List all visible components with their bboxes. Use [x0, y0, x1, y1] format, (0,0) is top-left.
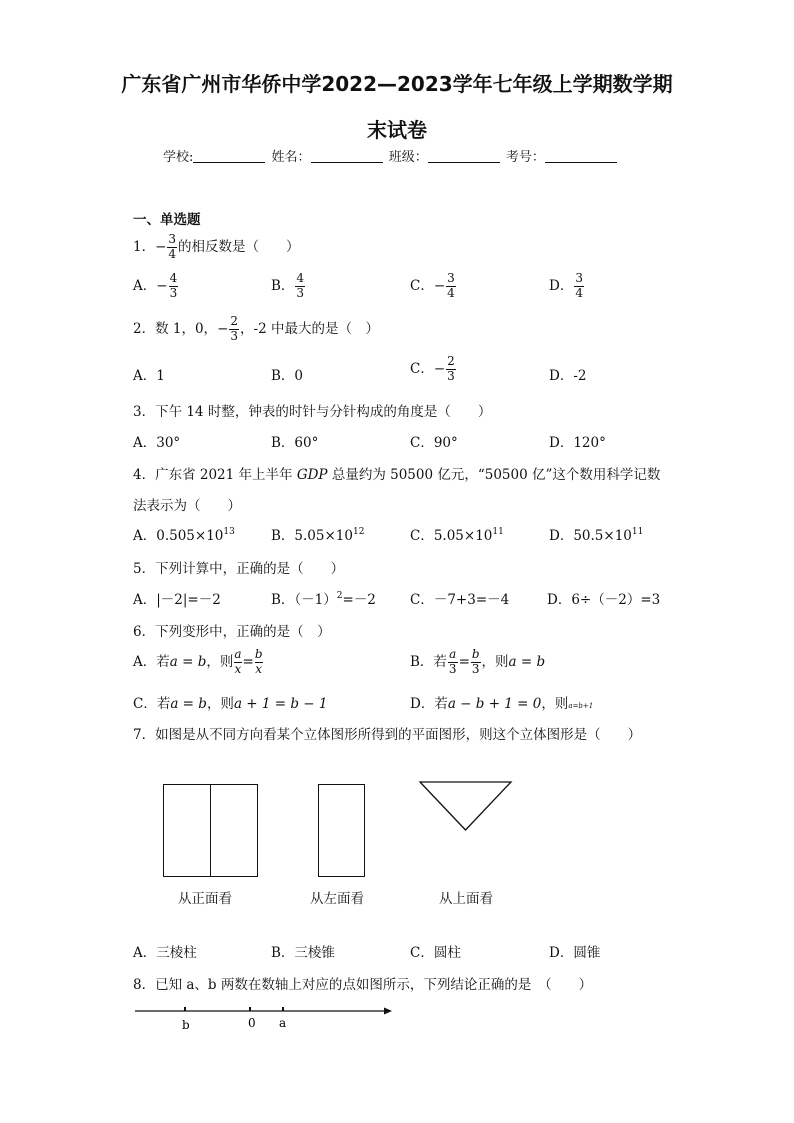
q6-option-a[interactable]	[133, 648, 264, 677]
option-label: D．	[549, 277, 574, 294]
paper-title-line1: 广东省广州市华侨中学2022—2023学年七年级上学期数学期	[121, 72, 673, 96]
option-label: D．若	[410, 696, 448, 712]
option-numerator: a	[449, 647, 457, 661]
q2-stem-start: 2．数 1，0，	[133, 320, 218, 337]
question-1	[133, 233, 300, 262]
option-sign: −	[433, 360, 446, 377]
question-5: 5．下列计算中，正确的是（ ）	[133, 561, 345, 577]
question-8: 8．已知 a、b 两数在数轴上对应的点如图所示，下列结论正确的是 （ ）	[133, 977, 593, 993]
option-numerator: b	[471, 647, 480, 661]
name-blank[interactable]	[311, 150, 383, 163]
q1-stem: 的相反数是（ ）	[178, 238, 300, 255]
question-3: 3．下午 14 时整，钟表的时针与分针构成的角度是（ ）	[133, 404, 492, 420]
option-result: a=b+1	[568, 702, 594, 710]
option-fraction	[448, 648, 458, 677]
q1-option-c[interactable]	[410, 272, 457, 301]
exam-no-label: 考号：	[505, 150, 545, 165]
q4-option-b[interactable]	[271, 524, 364, 544]
option-then: ，则	[206, 696, 234, 712]
q2-minus: −	[217, 320, 229, 337]
front-view-caption: 从正面看	[178, 891, 232, 907]
option-label: B．若	[410, 653, 447, 670]
q1-option-b[interactable]	[271, 272, 306, 301]
top-view-figure	[418, 780, 514, 834]
option-base: A．0.505×10	[133, 528, 224, 544]
option-label: B．	[271, 277, 295, 294]
option-base: B．（－1）	[271, 592, 337, 608]
q1-numerator: 3	[168, 232, 177, 246]
school-blank[interactable]	[193, 150, 265, 163]
front-view-figure	[163, 784, 258, 877]
option-sign: −	[156, 277, 168, 294]
option-numerator: 4	[169, 271, 178, 285]
question-2	[133, 315, 379, 344]
left-view-figure	[318, 784, 365, 877]
q4-gdp: GDP	[296, 467, 328, 483]
option-denominator: 4	[575, 285, 583, 300]
label-zero: 0	[248, 1016, 256, 1030]
q2-stem-end: ，-2 中最大的是（ ）	[240, 320, 379, 337]
option-exponent: 2	[336, 591, 343, 601]
option-then: ，则	[206, 653, 234, 670]
option-base: C．5.05×10	[410, 528, 493, 544]
option-denominator: 3	[169, 285, 178, 300]
option-label: A．	[133, 277, 157, 294]
q3-option-d[interactable]: D．120°	[549, 435, 606, 451]
question-4-line2: 法表示为（ ）	[133, 498, 241, 514]
question-4-line1	[133, 463, 660, 483]
option-fraction	[255, 648, 263, 677]
option-exponent: 13	[223, 527, 235, 537]
option-denominator: 3	[296, 285, 305, 300]
option-numerator: 3	[575, 271, 583, 285]
q1-number: 1．	[133, 238, 156, 255]
option-equals: =	[242, 653, 254, 670]
q2-option-a[interactable]: A．1	[133, 368, 165, 384]
q3-option-c[interactable]: C．90°	[410, 435, 458, 451]
label-b: b	[182, 1018, 190, 1032]
option-label: C．	[410, 360, 434, 377]
q7-option-d[interactable]: D．圆锥	[549, 945, 601, 961]
q6-option-d[interactable]	[410, 692, 593, 712]
option-result: a = b	[508, 653, 546, 670]
top-view-triangle	[420, 782, 511, 830]
option-equals: =	[458, 653, 470, 670]
option-rest: =－2	[342, 592, 376, 608]
option-fraction	[471, 648, 481, 677]
option-denominator: 3	[447, 368, 455, 383]
student-info-line	[163, 146, 619, 165]
option-fraction	[169, 272, 179, 301]
section-title: 一、单选题	[133, 212, 201, 228]
q6-option-c[interactable]	[133, 692, 328, 712]
q6-option-b[interactable]	[410, 648, 545, 677]
q3-option-b[interactable]: B．60°	[271, 435, 319, 451]
option-denominator: x	[234, 661, 242, 676]
q3-option-a[interactable]: A．30°	[133, 435, 181, 451]
question-6: 6．下列变形中，正确的是（ ）	[133, 624, 331, 640]
q2-fraction	[229, 315, 239, 344]
left-view-caption: 从左面看	[310, 891, 364, 907]
option-result: a + 1 = b − 1	[233, 696, 328, 712]
option-then: ，则	[541, 696, 569, 712]
q1-fraction	[167, 233, 177, 262]
school-label: 学校:	[163, 150, 194, 165]
q2-denominator: 3	[230, 328, 239, 343]
option-numerator: 4	[296, 271, 305, 285]
top-view-caption: 从上面看	[439, 891, 493, 907]
q2-option-c[interactable]	[410, 355, 457, 384]
question-7: 7．如图是从不同方向看某个立体图形所得到的平面图形，则这个立体图形是（ ）	[133, 727, 642, 743]
option-denominator: 3	[471, 661, 480, 676]
option-fraction	[446, 355, 456, 384]
option-exponent: 12	[352, 527, 365, 537]
option-fraction	[234, 648, 241, 677]
q1-minus: −	[155, 238, 167, 255]
option-fraction	[446, 272, 456, 301]
front-view-divider	[210, 785, 211, 876]
exam-no-blank[interactable]	[545, 150, 617, 163]
q5-option-d[interactable]: D．6÷（－2）=3	[547, 592, 661, 608]
q5-option-b[interactable]	[271, 588, 376, 608]
option-exponent: 11	[631, 527, 644, 537]
q7-option-b[interactable]: B．三棱锥	[271, 945, 335, 961]
option-denominator: 4	[447, 285, 455, 300]
option-base: B．5.05×10	[271, 528, 353, 544]
paper-title-line2: 末试卷	[367, 118, 427, 142]
label-a: a	[279, 1016, 287, 1030]
option-base: D．50.5×10	[549, 528, 632, 544]
number-line-arrow	[384, 1008, 392, 1015]
option-denominator: 3	[448, 661, 457, 676]
number-line-figure	[130, 1000, 400, 1040]
option-label: A．若	[133, 653, 170, 670]
q4-stem-b: 总量约为 50500 亿元，“50500 亿”这个数用科学记数	[327, 467, 661, 483]
q5-option-a[interactable]: A．|－2|=－2	[133, 592, 221, 608]
option-condition: a = b	[170, 696, 207, 712]
class-label: 班级：	[388, 150, 428, 165]
q4-option-a[interactable]	[133, 524, 235, 544]
option-sign: −	[433, 277, 446, 294]
q2-option-d[interactable]: D．-2	[549, 368, 587, 384]
option-fraction	[574, 272, 584, 301]
name-label: 姓名：	[271, 150, 311, 165]
class-blank[interactable]	[428, 150, 500, 163]
option-label: C．若	[133, 696, 171, 712]
q7-option-a[interactable]: A．三棱柱	[133, 945, 197, 961]
q4-option-d[interactable]	[549, 524, 643, 544]
option-condition: a − b + 1 = 0	[447, 696, 542, 712]
option-exponent: 11	[492, 527, 504, 537]
option-label: C．	[410, 277, 434, 294]
q1-option-a[interactable]	[133, 272, 179, 301]
q1-denominator: 4	[168, 246, 177, 261]
q4-option-c[interactable]	[410, 524, 504, 544]
option-denominator: x	[255, 661, 263, 676]
option-condition: a = b	[169, 653, 207, 670]
option-fraction	[295, 272, 305, 301]
q5-option-c[interactable]: C．－7+3=－4	[410, 592, 510, 608]
option-numerator: a	[234, 647, 242, 661]
q2-option-b[interactable]: B．0	[271, 368, 304, 384]
option-then: ，则	[481, 653, 509, 670]
q2-numerator: 2	[230, 314, 239, 328]
option-numerator: b	[254, 647, 263, 661]
option-numerator: 3	[447, 271, 455, 285]
option-numerator: 2	[447, 354, 455, 368]
q4-stem-a: 4．广东省 2021 年上半年	[133, 467, 297, 483]
q1-option-d[interactable]	[549, 272, 585, 301]
q7-option-c[interactable]: C．圆柱	[410, 945, 461, 961]
